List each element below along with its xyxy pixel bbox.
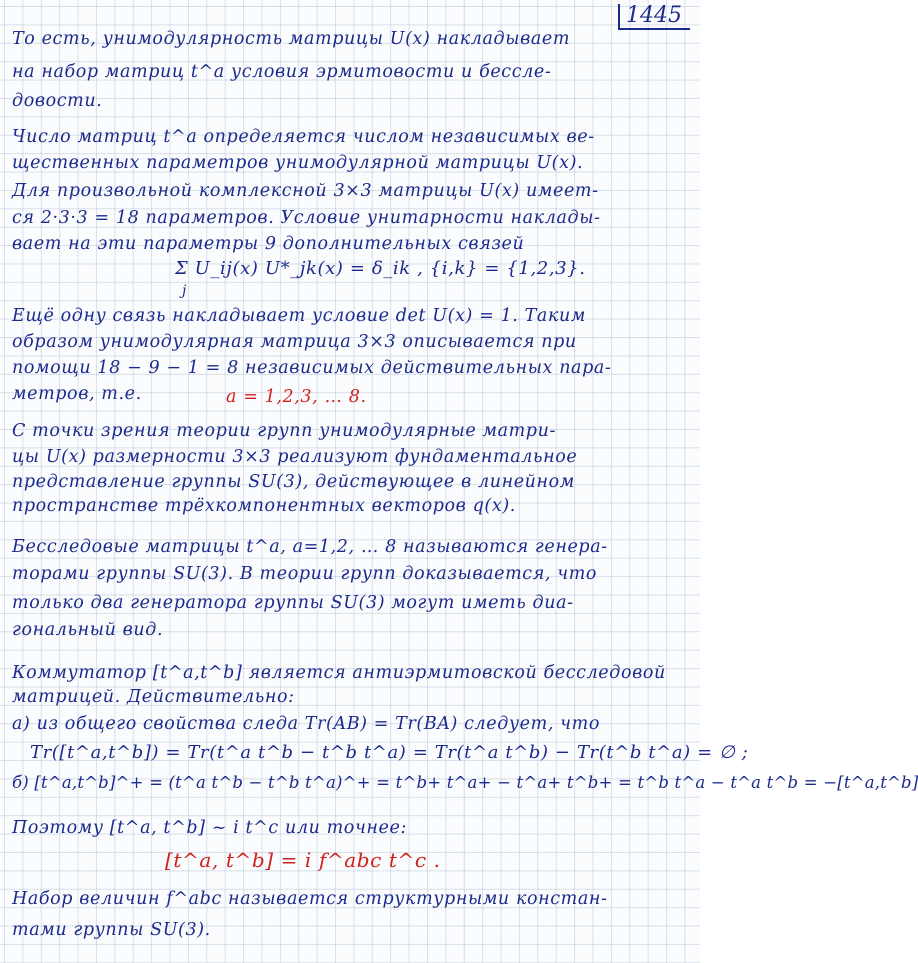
text-line: только два генератора группы SU(3) могут иметь диа- [12, 593, 574, 613]
text-line: на набор матриц t^a условия эрмитовости и бессле- [12, 62, 552, 82]
text-line: образом унимодулярная матрица 3×3 описывается при [12, 332, 577, 352]
text-line: тами группы SU(3). [12, 920, 211, 940]
unitarity-formula: Σ U_ij(x) U*_jk(x) = δ_ik , {i,k} = {1,2,3}. [175, 258, 586, 279]
text-line: Ещё одну связь накладывает условие det U(x) = 1. Таким [12, 306, 586, 326]
text-line: ся 2·3·3 = 18 параметров. Условие унитарности наклады- [12, 208, 601, 228]
sum-index: j [182, 283, 187, 299]
text-line: помощи 18 − 9 − 1 = 8 независимых действительных пара- [12, 358, 612, 378]
text-line: С точки зрения теории групп унимодулярные матри- [12, 421, 556, 441]
text-line: метров, т.е. [12, 384, 142, 404]
index-range-red: a = 1,2,3, … 8. [226, 387, 367, 407]
text-line: цы U(x) размерности 3×3 реализуют фундаментальное [12, 447, 578, 467]
text-line: гональный вид. [12, 620, 164, 640]
text-line: торами группы SU(3). В теории групп доказывается, что [12, 564, 598, 584]
text-line: щественных параметров унимодулярной матрицы U(x). [12, 153, 584, 173]
hermitian-conjugate-formula: б) [t^a,t^b]^+ = (t^a t^b − t^b t^a)^+ = t^b+ t^a+ − t^a+ t^b+ = t^b t^a − t^a t^b = −[t^a,t^b] [12, 773, 918, 792]
text-line: довости. [12, 91, 103, 111]
text-line: Бесследовые матрицы t^a, a=1,2, … 8 называются генера- [12, 537, 608, 557]
structure-constant-formula-red: [t^a, t^b] = i f^abc t^c . [165, 848, 441, 872]
text-line: а) из общего свойства следа Tr(AB) = Tr(BA) следует, что [12, 714, 600, 734]
page-number: 1445 [618, 4, 690, 30]
text-line: Коммутатор [t^a,t^b] является антиэрмитовской бесследовой [12, 663, 666, 683]
text-line: представление группы SU(3), действующее в линейном [12, 472, 575, 492]
trace-formula: Tr([t^a,t^b]) = Tr(t^a t^b − t^b t^a) = Tr(t^a t^b) − Tr(t^b t^a) = ∅ ; [30, 742, 749, 763]
text-line: матрицей. Действительно: [12, 687, 295, 707]
text-line: Поэтому [t^a, t^b] ~ i t^c или точнее: [12, 818, 407, 838]
text-line: То есть, унимодулярность матрицы U(x) накладывает [12, 29, 571, 49]
text-line: Число матриц t^a определяется числом независимых ве- [12, 127, 595, 147]
text-line: пространстве трёхкомпонентных векторов q(x). [12, 496, 516, 516]
text-line: вает на эти параметры 9 дополнительных связей [12, 234, 525, 254]
text-line: Для произвольной комплексной 3×3 матрицы U(x) имеет- [12, 181, 599, 201]
text-line: Набор величин f^abc называется структурными констан- [12, 889, 608, 909]
